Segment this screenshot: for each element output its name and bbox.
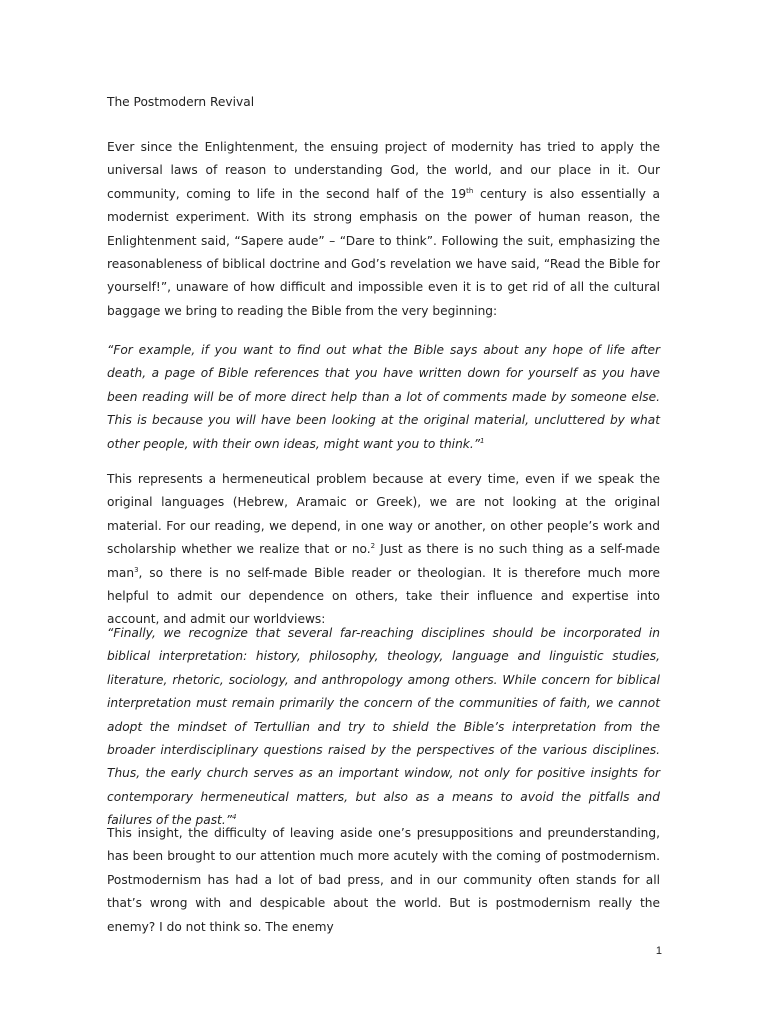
paragraph-text: This insight, the difficulty of leaving aside one’s presuppositions and preunderstanding, has been brought to our attention much more acutely with the coming of postmodernism. Postmodernism has had a lot of bad press, and in our community often stands for all that’s wrong with and despicable about the world. But is postmodernism really the enemy? I do not think so. The enemy bbox=[107, 826, 660, 934]
quote-text: “Finally, we recognize that several far-reaching disciplines should be incorporated in biblical interpretation: history, philosophy, theology, language and linguistic studies, literature, rhetoric, sociology, and anthropology among others. While concern for biblical interpretation must remain primarily the concern of the communities of faith, we cannot adopt the mindset of Tertullian and try to shield the Bible’s interpretation from the broader interdisciplinary questions raised by the perspectives of the various disciplines. Thus, the early church serves as an important window, not only for positive insights for contemporary hermeneutical matters, but also as a means to avoid the pitfalls and failures of the past.” bbox=[107, 626, 660, 828]
block-quote-bible-reading bbox=[107, 339, 660, 456]
block-quote-disciplines bbox=[107, 622, 660, 833]
page-number: 1 bbox=[655, 945, 662, 957]
document-title: The Postmodern Revival bbox=[107, 95, 255, 109]
paragraph-text: Ever since the Enlightenment, the ensuing project of modernity has tried to apply the universal laws of reason to understanding God, the world, and our place in it. Our community, coming to life in the second half of the 19 bbox=[107, 140, 660, 201]
footnote-ref-2: 2 bbox=[370, 542, 376, 551]
quote-text: “For example, if you want to find out what the Bible says about any hope of life after death, a page of Bible references that you have written down for yourself as you have been reading will be of more direct help than a lot of comments made by someone else. This is because you will have been looking at the original material, uncluttered by what other people, with their own ideas, might want you to think.” bbox=[107, 343, 660, 451]
paragraph-text: This represents a hermeneutical problem because at every time, even if we speak the original languages (Hebrew, Aramaic or Greek), we are not looking at the original material. For our reading, we depend, in one way or another, on other people’s work and scholarship whether we realize that or no. bbox=[107, 472, 660, 557]
paragraph-text: , so there is no self-made Bible reader or theologian. It is therefore much more helpful to admit our dependence on others, take their influence and expertise into account, and admit our worldviews: bbox=[107, 565, 660, 627]
paragraph-modernity bbox=[107, 136, 660, 323]
paragraph-hermeneutics bbox=[107, 468, 660, 632]
paragraph-text: Just as there is no such thing as a self-made man bbox=[107, 542, 660, 580]
footnote-ref-1: 1 bbox=[480, 436, 485, 445]
paragraph-postmodernism bbox=[107, 822, 660, 939]
footnote-ref-3: 3 bbox=[134, 565, 139, 574]
paragraph-text: century is also essentially a modernist experiment. With its strong emphasis on the power of human reason, the Enlightenment said, “Sapere aude” – “Dare to think”. Following the suit, emphasizing the reasonableness of biblical doctrine and God’s revelation we have said, “Read the Bible for yourself!”, unaware of how difficult and impossible even it is to get rid of all the cultural baggage we bring to reading the Bible from the very beginning: bbox=[107, 186, 660, 318]
footnote-ref-4: 4 bbox=[232, 813, 237, 822]
superscript: th bbox=[466, 186, 474, 195]
